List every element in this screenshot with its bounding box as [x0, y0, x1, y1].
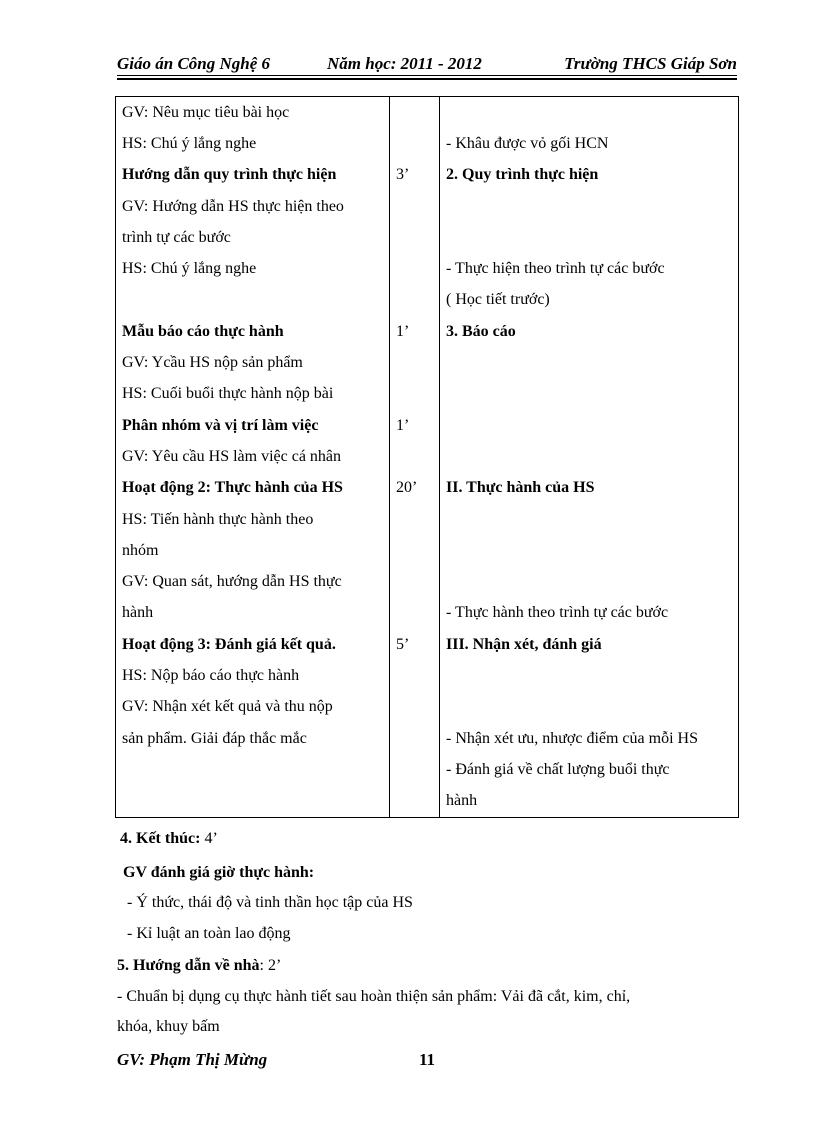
time-cell [390, 441, 440, 472]
activity-cell: GV: Yêu cầu HS làm việc cá nhân [116, 441, 390, 472]
activity-cell: GV: Quan sát, hướng dẫn HS thực [116, 566, 390, 597]
activity-cell: GV: Hướng dẫn HS thực hiện theo [116, 191, 390, 222]
table-row [116, 253, 739, 284]
table-row [116, 410, 739, 441]
page-header [117, 50, 737, 80]
footer-page-number: 11 [419, 1050, 436, 1069]
activity-cell: HS: Chú ý lắng nghe [116, 253, 390, 284]
content-cell: - Khâu được vỏ gối HCN [440, 128, 739, 159]
home-text-line1: - Chuẩn bị dụng cụ thực hành tiết sau hoàn thiện sản phẩm: Vải đã cắt, kim, chỉ, [117, 988, 631, 1005]
time-cell [390, 191, 440, 222]
activity-cell: sản phẩm. Giải đáp thắc mắc [116, 723, 390, 754]
table-row [116, 379, 739, 410]
table-row [116, 128, 739, 159]
time-cell [390, 97, 440, 129]
content-cell: - Đánh giá về chất lượng buổi thực [440, 754, 739, 785]
table-row [116, 692, 739, 723]
table-row [116, 347, 739, 378]
time-cell [390, 128, 440, 159]
content-cell [440, 692, 739, 723]
time-cell [390, 566, 440, 597]
table-row [116, 660, 739, 691]
content-cell [440, 191, 739, 222]
table-row [116, 723, 739, 754]
time-cell [390, 285, 440, 316]
content-cell: - Thực hành theo trình tự các bước [440, 598, 739, 629]
footer-teacher: GV: Phạm Thị Mừng [117, 1050, 268, 1069]
content-cell [440, 566, 739, 597]
activity-cell: GV: Ycầu HS nộp sản phẩm [116, 347, 390, 378]
header-school-name: Trường THCS Giáp Sơn [564, 54, 737, 73]
activity-cell: HS: Chú ý lắng nghe [116, 128, 390, 159]
content-cell [440, 97, 739, 129]
header-rule-thick [117, 78, 737, 80]
end-label: 4. Kết thúc: [120, 830, 201, 847]
time-cell: 1’ [390, 316, 440, 347]
table-row [116, 754, 739, 785]
table-row [116, 786, 739, 818]
time-cell [390, 504, 440, 535]
time-cell [390, 660, 440, 691]
time-cell: 20’ [390, 473, 440, 504]
table-row [116, 629, 739, 660]
table-row [116, 566, 739, 597]
activity-cell: Mẫu báo cáo thực hành [116, 316, 390, 347]
content-cell [440, 535, 739, 566]
activity-cell: HS: Cuối buổi thực hành nộp bài [116, 379, 390, 410]
assess-item-safety: - Kỉ luật an toàn lao động [127, 925, 291, 942]
activity-cell: Hoạt động 3: Đánh giá kết quả. [116, 629, 390, 660]
time-cell [390, 723, 440, 754]
time-cell [390, 692, 440, 723]
table-row [116, 191, 739, 222]
time-cell [390, 754, 440, 785]
activity-cell: Hướng dẫn quy trình thực hiện [116, 160, 390, 191]
table-row [116, 504, 739, 535]
content-cell: III. Nhận xét, đánh giá [440, 629, 739, 660]
activity-cell: HS: Tiến hành thực hành theo [116, 504, 390, 535]
time-cell [390, 535, 440, 566]
time-cell: 3’ [390, 160, 440, 191]
activity-cell: trình tự các bước [116, 222, 390, 253]
activity-cell: nhóm [116, 535, 390, 566]
end-heading [120, 830, 218, 848]
content-cell: - Nhận xét ưu, nhược điểm của mỗi HS [440, 723, 739, 754]
activity-cell: HS: Nộp báo cáo thực hành [116, 660, 390, 691]
assess-title: GV đánh giá giờ thực hành: [123, 864, 315, 881]
assess-item-attitude: - Ý thức, thái độ và tinh thần học tập của HS [127, 894, 413, 911]
content-cell [440, 410, 739, 441]
time-cell [390, 598, 440, 629]
end-time: 4’ [200, 830, 218, 847]
lesson-plan-table [115, 96, 739, 818]
activity-cell [116, 285, 390, 316]
header-subject: Giáo án Công Nghệ 6 [117, 54, 271, 73]
home-time: : 2’ [259, 957, 282, 974]
activity-cell: Phân nhóm và vị trí làm việc [116, 410, 390, 441]
content-cell: - Thực hiện theo trình tự các bước [440, 253, 739, 284]
table-row [116, 441, 739, 472]
time-cell: 5’ [390, 629, 440, 660]
content-cell: hành [440, 786, 739, 818]
time-cell [390, 379, 440, 410]
time-cell [390, 786, 440, 818]
content-cell [440, 441, 739, 472]
table-row [116, 535, 739, 566]
content-cell [440, 504, 739, 535]
home-label: 5. Hướng dẫn về nhà [117, 957, 260, 974]
content-cell: II. Thực hành của HS [440, 473, 739, 504]
table-row [116, 598, 739, 629]
content-cell: 2. Quy trình thực hiện [440, 160, 739, 191]
header-school-year: Năm học: 2011 - 2012 [327, 54, 482, 73]
table-row [116, 222, 739, 253]
header-rule-thin [117, 75, 737, 76]
table-row [116, 160, 739, 191]
table-row [116, 285, 739, 316]
content-cell: ( Học tiết trước) [440, 285, 739, 316]
table-row [116, 473, 739, 504]
table-row [116, 316, 739, 347]
time-cell: 1’ [390, 410, 440, 441]
home-text-line2: khóa, khuy bấm [117, 1018, 220, 1035]
content-cell: 3. Báo cáo [440, 316, 739, 347]
activity-cell: GV: Nhận xét kết quả và thu nộp [116, 692, 390, 723]
content-cell [440, 660, 739, 691]
time-cell [390, 222, 440, 253]
content-cell [440, 379, 739, 410]
content-cell [440, 222, 739, 253]
content-cell [440, 347, 739, 378]
activity-cell: GV: Nêu mục tiêu bài học [116, 97, 390, 129]
activity-cell [116, 754, 390, 785]
time-cell [390, 253, 440, 284]
activity-cell [116, 786, 390, 818]
home-heading [117, 957, 281, 975]
time-cell [390, 347, 440, 378]
table-row [116, 97, 739, 129]
activity-cell: Hoạt động 2: Thực hành của HS [116, 473, 390, 504]
activity-cell: hành [116, 598, 390, 629]
